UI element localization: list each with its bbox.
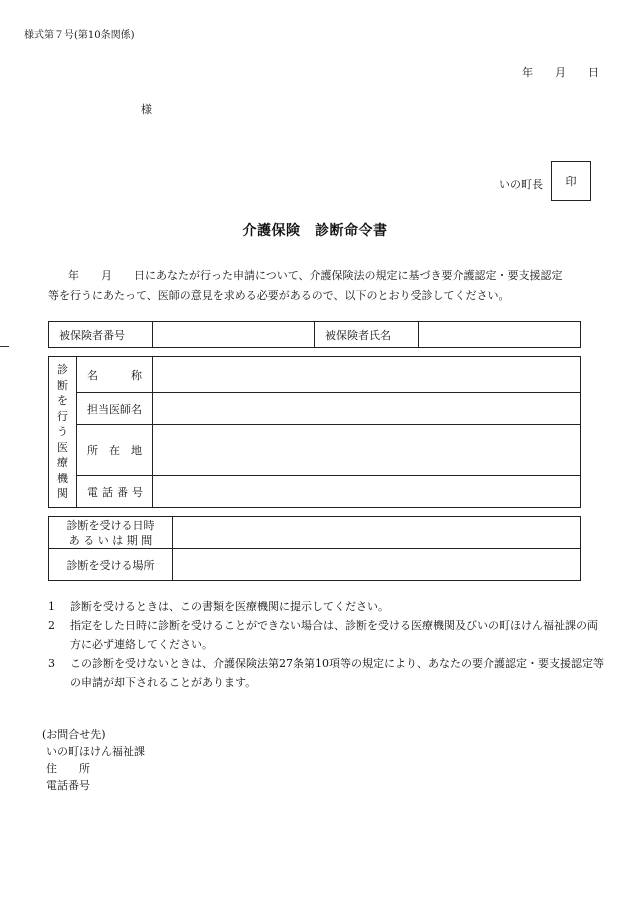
doctor-name-field[interactable] — [153, 393, 581, 425]
note-text: 診断を受けるときは、この書類を医療機関に提示してください。 — [70, 600, 389, 613]
group-char: を — [57, 394, 68, 408]
note-item — [48, 616, 608, 654]
group-char: 機 — [57, 471, 68, 485]
institution-phone-field[interactable] — [153, 476, 581, 508]
note-text: この診断を受けないときは、介護保険法第27条第10項等の規定により、あなたの要介護認定・要支援認定等の申請が却下されることがあります。 — [70, 657, 604, 689]
contact-phone-label: 電話番号 — [46, 779, 90, 792]
note-number: 1 — [48, 600, 55, 613]
group-char: 関 — [57, 487, 68, 501]
body-text-line1: 日にあなたが行った申請について、介護保険法の規定に基づき要介護認定・要支援認定 — [134, 269, 563, 282]
issuer-name: いの町長 — [499, 178, 543, 191]
body-paragraph — [48, 266, 608, 306]
institution-phone-label: 電話番号 — [77, 476, 153, 508]
insured-info-table — [48, 321, 581, 348]
datetime-label-line2: あ る い は 期 間 — [68, 533, 153, 547]
institution-address-field[interactable] — [153, 425, 581, 476]
note-item — [48, 654, 608, 692]
body-month: 月 — [101, 269, 112, 282]
group-char: 診 — [57, 363, 68, 377]
medical-institution-table — [48, 356, 581, 508]
insured-number-label: 被保険者番号 — [49, 322, 153, 348]
institution-name-label: 名 称 — [77, 357, 153, 393]
body-year: 年 — [68, 269, 79, 282]
datetime-label-line1: 診断を受ける日時 — [66, 518, 155, 532]
institution-name-field[interactable] — [153, 357, 581, 393]
insured-name-field[interactable] — [419, 322, 581, 348]
insured-number-field[interactable] — [153, 322, 315, 348]
schedule-table — [48, 516, 581, 581]
datetime-field[interactable] — [173, 517, 581, 549]
date-year: 年 — [522, 66, 533, 79]
date-month: 月 — [555, 66, 566, 79]
note-number: 2 — [48, 619, 55, 632]
date-day: 日 — [588, 66, 599, 79]
insured-name-label: 被保険者氏名 — [315, 322, 419, 348]
seal-box — [551, 161, 591, 201]
group-char: 行 — [57, 409, 68, 423]
form-number: 様式第７号(第10条関係) — [24, 30, 135, 41]
doctor-name-label: 担当医師名 — [77, 393, 153, 425]
contact-department: いの町ほけん福祉課 — [46, 745, 145, 758]
place-field[interactable] — [173, 549, 581, 581]
issue-date — [522, 64, 599, 80]
fold-mark — [0, 346, 9, 347]
institution-group-label — [49, 357, 77, 508]
contact-address-label: 住 所 — [46, 762, 90, 775]
note-item — [48, 597, 608, 616]
place-label: 診断を受ける場所 — [49, 549, 173, 581]
notes-list — [48, 597, 608, 692]
body-text-line2: 等を行うにあたって、医師の意見を求める必要があるので、以下のとおり受診してください。 — [48, 289, 510, 302]
group-char: 療 — [57, 456, 68, 470]
seal-label: 印 — [565, 175, 577, 188]
contact-block — [42, 726, 145, 794]
addressee-suffix: 様 — [141, 103, 152, 116]
note-number: 3 — [48, 657, 55, 670]
group-char: 医 — [57, 440, 68, 454]
group-char: 断 — [57, 378, 68, 392]
group-char: う — [57, 425, 68, 439]
institution-address-label: 所 在 地 — [77, 425, 153, 476]
contact-heading: (お問合せ先) — [42, 728, 106, 741]
note-text: 指定をした日時に診断を受けることができない場合は、診断を受ける医療機関及びいの町ほけん福祉課の両方に必ず連絡してください。 — [70, 619, 598, 651]
document-title: 介護保険 診断命令書 — [242, 223, 388, 239]
datetime-label — [49, 517, 173, 549]
